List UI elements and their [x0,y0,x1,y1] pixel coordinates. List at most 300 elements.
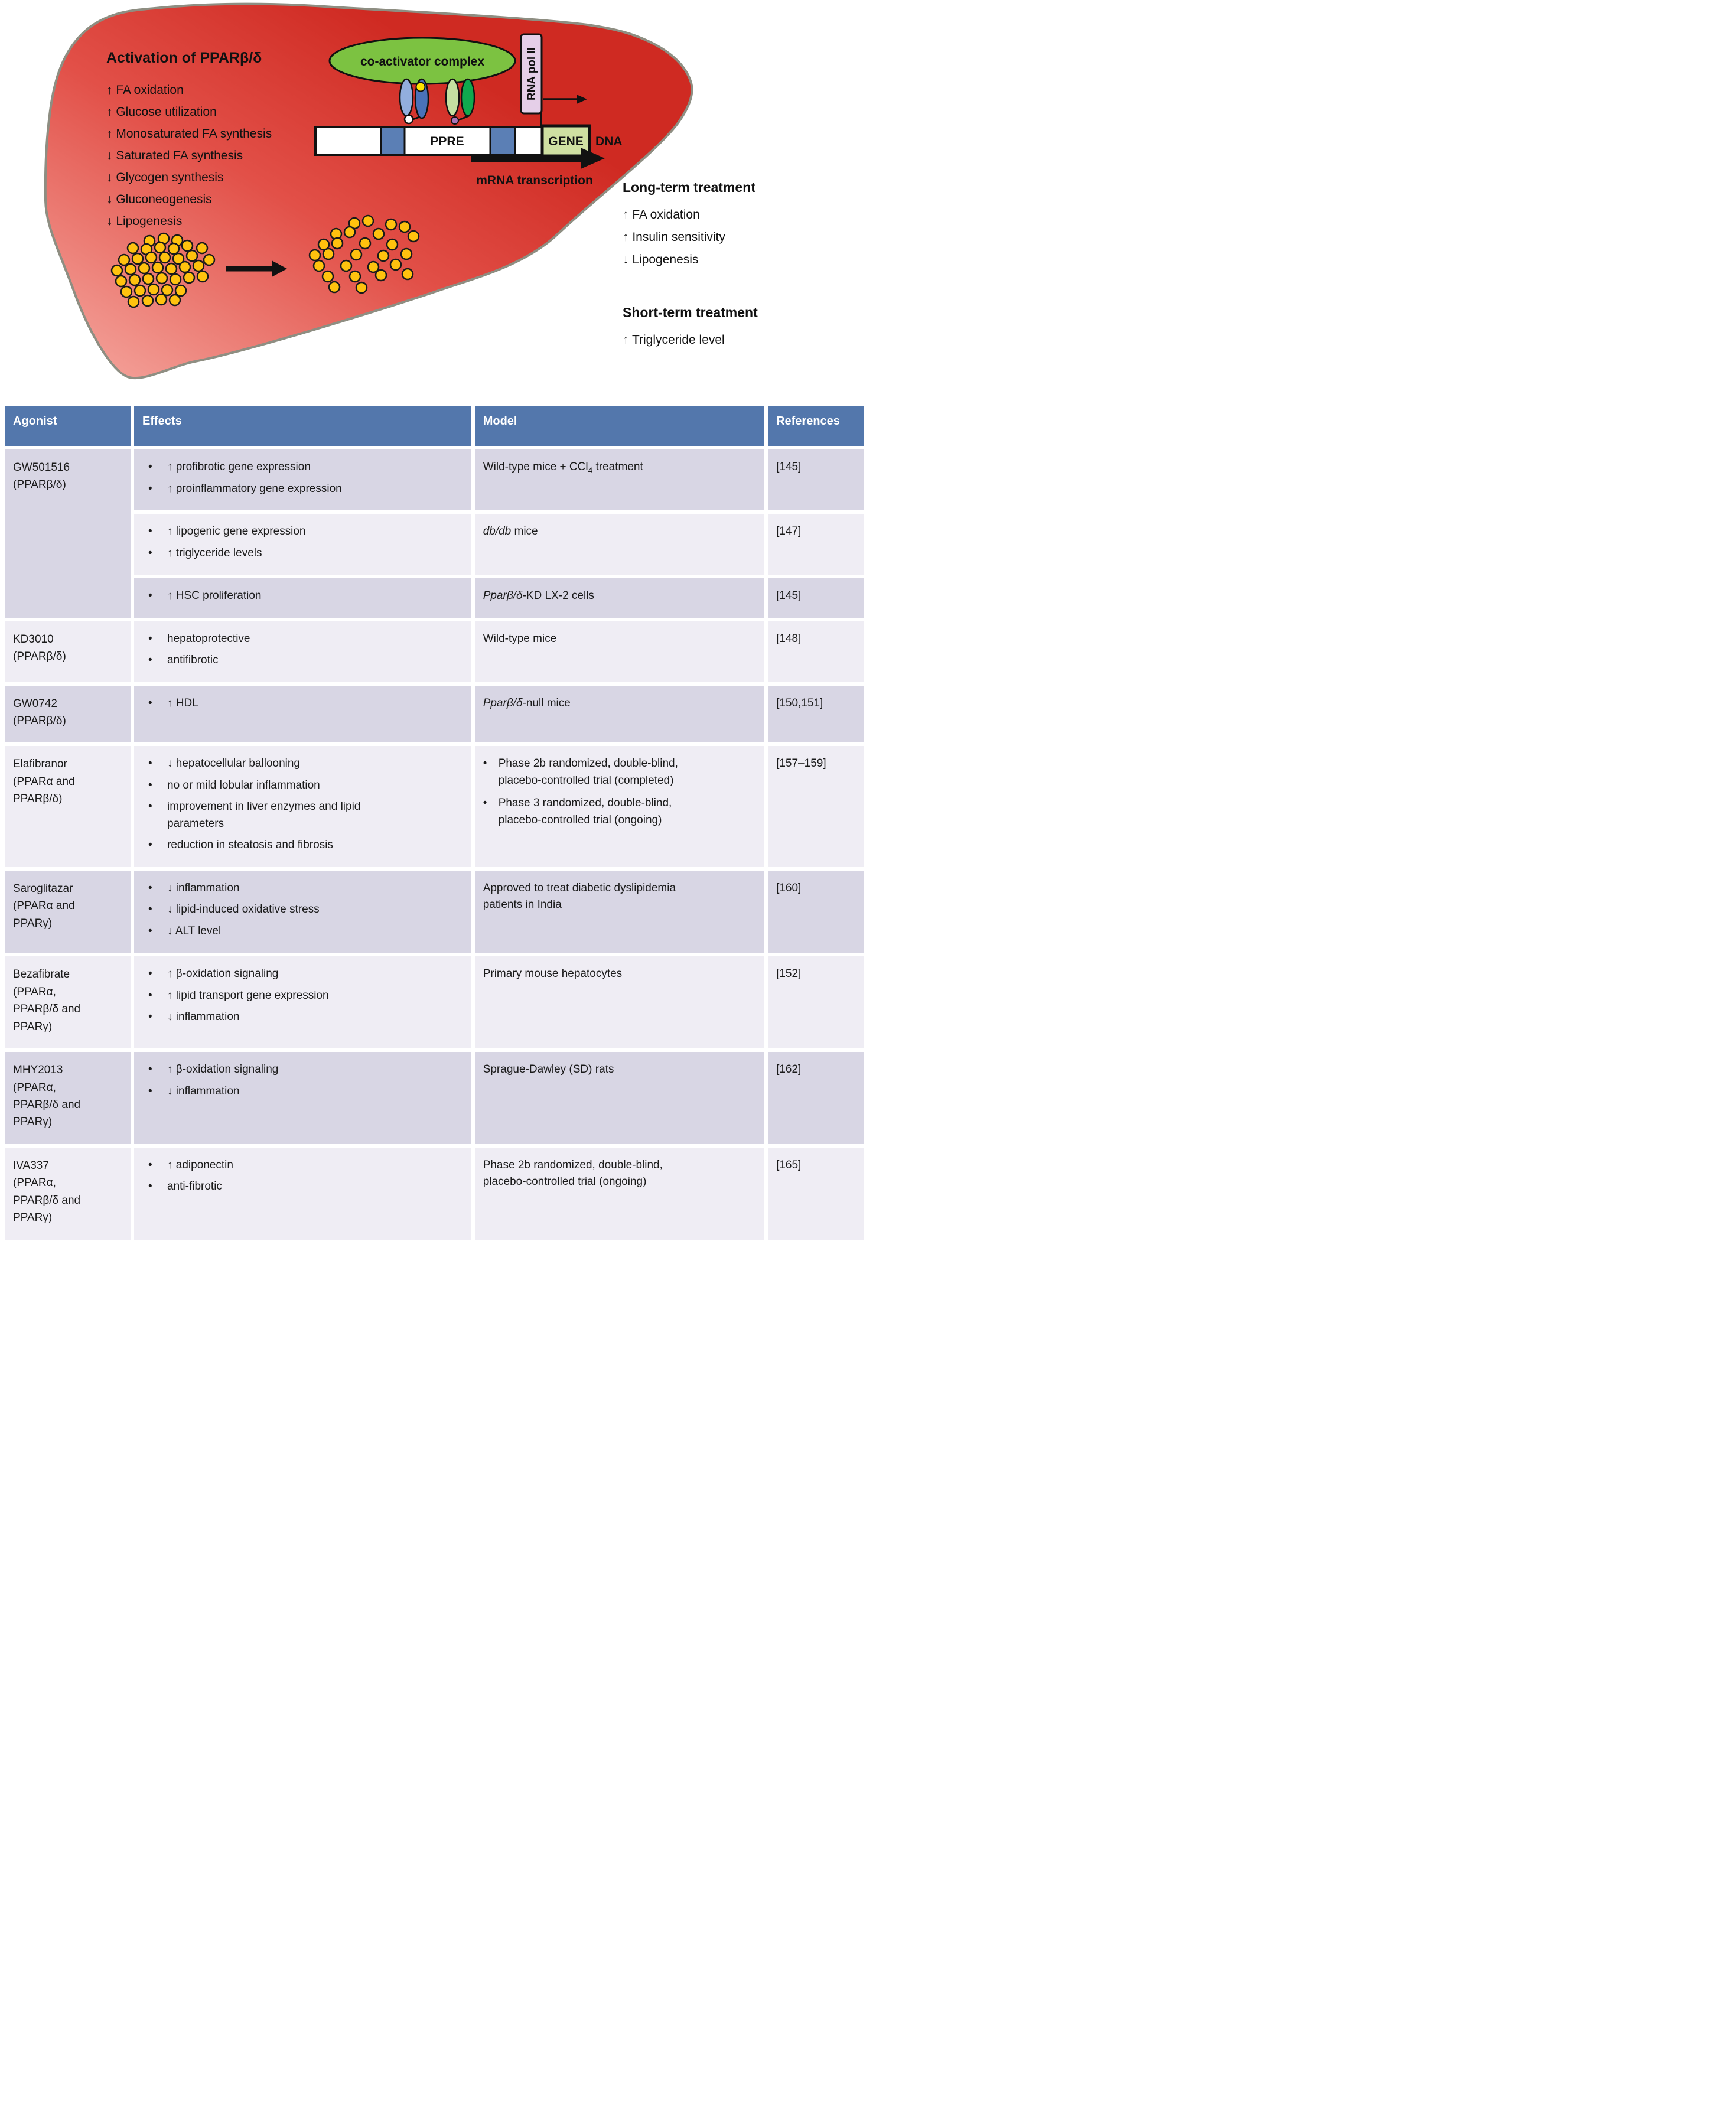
model-text [483,1157,702,1191]
effect-text: ↓ inflammation [167,1011,240,1024]
effect-item [142,523,463,540]
model-item [483,459,756,477]
effect-text: ↑ β-oxidation signaling [167,967,279,980]
bullet-icon: • [148,881,152,894]
model-item [483,1157,756,1191]
reference-value: [162] [776,1063,802,1076]
bullet-icon: • [148,1180,152,1193]
lipid-droplet [116,276,126,286]
effect-text: improvement in liver enzymes and lipid parameters [167,800,361,830]
model-segment: Wild-type mice [483,632,557,645]
bullet-icon: • [148,1011,152,1024]
activation-effect-item: ↓ Lipogenesis [106,214,183,228]
effect-item [142,755,463,773]
ppre-label: PPRE [430,135,464,148]
effects-cell [132,744,473,869]
effect-text: ↑ HSC proliferation [167,589,262,602]
effect-item [142,481,463,498]
activation-effect-item: ↓ Saturated FA synthesis [106,149,243,162]
effect-text: reduction in steatosis and fibrosis [167,839,333,852]
table-row [3,954,865,1050]
model-cell [473,744,766,869]
effect-item [142,988,463,1005]
lipid-droplet [323,271,333,282]
agonist-line: PPARβ/δ and [13,1003,81,1016]
agonist-line: (PPARα, [13,985,56,998]
model-cell [473,954,766,1050]
effects-list [142,1061,463,1100]
activation-effect-item: ↑ FA oxidation [106,83,184,97]
lipid-droplet [119,255,129,265]
effect-item [142,459,463,476]
reference-value: [148] [776,632,802,645]
model-text [483,523,538,540]
effect-item [142,1178,463,1195]
lipid-droplet [373,229,384,239]
model-text [483,631,557,648]
reference-cell [766,1146,865,1242]
effect-item [142,1061,463,1079]
model-cell [473,620,766,684]
effect-item [142,631,463,648]
lipid-droplet [128,243,138,253]
lipid-droplet [182,240,193,251]
lipid-droplet [386,219,396,230]
model-cell [473,1146,766,1242]
activation-effect-list [106,79,272,232]
bullet-icon: • [148,632,152,645]
lipid-droplet [314,260,324,271]
effect-text: ↑ β-oxidation signaling [167,1063,279,1076]
effect-text: no or mild lobular inflammation [167,778,320,791]
lipid-droplet [360,238,370,249]
lipid-droplet [157,273,167,284]
effect-text: anti-fibrotic [167,1180,222,1193]
model-segment: -KD LX-2 cells [522,589,594,602]
gene-label: GENE [548,135,584,148]
bullet-icon: • [148,757,152,770]
effect-text: ↓ hepatocellular ballooning [167,757,300,770]
effect-item [142,966,463,983]
model-bullet-item [483,755,756,789]
lipid-droplet [162,285,172,295]
model-item [483,1061,756,1079]
agonist-name [13,755,122,807]
lipid-droplet [378,250,389,261]
bullet-icon: • [148,839,152,852]
lipid-droplet [376,270,386,281]
bullet-icon: • [483,757,487,770]
effect-text: ↑ HDL [167,696,198,709]
bullet-icon: • [148,696,152,709]
effect-text: ↑ lipid transport gene expression [167,989,329,1002]
model-item [483,588,756,605]
agonist-line: Bezafibrate [13,968,70,981]
agonist-name [13,631,122,666]
agonist-line: PPARγ) [13,1116,53,1129]
model-text [483,459,643,477]
effects-list [142,966,463,1026]
effect-text: ↓ inflammation [167,1084,240,1097]
effect-text: antifibrotic [167,654,219,666]
lipid-droplet [156,294,167,305]
effect-text: ↑ proinflammatory gene expression [167,482,342,495]
lipid-droplet [142,295,153,306]
reference-cell [766,744,865,869]
dna-label: DNA [595,135,623,148]
model-segment: db/db [483,525,512,537]
effect-text: ↓ lipid-induced oxidative stress [167,903,320,916]
agonist-line: PPARβ/δ and [13,1194,81,1207]
lipid-droplet [146,252,157,263]
lipid-droplet [129,275,140,285]
effect-item [142,880,463,897]
lipid-droplet [143,273,154,284]
reference-cell [766,684,865,745]
effects-list [142,588,463,605]
effect-text: ↑ triglyceride levels [167,546,262,559]
agonist-table-wrap [3,405,865,1242]
short-term-block [623,305,758,351]
short-term-item: ↑ Triglyceride level [623,333,725,347]
agonist-line: GW501516 [13,461,70,474]
liver-pathway-figure [0,0,868,399]
table-row [3,620,865,684]
bullet-icon: • [148,924,152,937]
model-text [483,695,571,712]
lipid-droplet [170,274,181,285]
effect-item [142,837,463,854]
reference-cell [766,448,865,512]
model-text [483,1061,614,1079]
lipid-droplet [168,243,179,254]
agonist-name [13,695,122,730]
table-header-row [3,405,865,448]
agonist-line: Saroglitazar [13,882,73,895]
agonist-line: PPARγ) [13,1020,53,1033]
model-cell [473,684,766,745]
agonist-cell [3,869,132,955]
agonist-line: PPARγ) [13,1211,53,1224]
header-agonist: Agonist [3,405,132,448]
effect-item [142,695,463,712]
effects-cell [132,512,473,576]
lipid-droplet [356,282,367,293]
table-row [3,744,865,869]
effect-item [142,923,463,940]
lipid-droplet [155,242,165,253]
lipid-droplet [363,216,373,226]
lipid-droplet [187,250,197,261]
model-item [483,523,756,540]
effect-text: ↓ inflammation [167,881,240,894]
lipid-droplet [402,269,413,279]
dna-bar [315,126,623,156]
agonist-name [13,880,122,932]
bullet-icon: • [148,1084,152,1097]
effect-text: ↑ adiponectin [167,1158,233,1171]
model-segment: Phase 2b randomized, double-blind, placebo-controlled trial (ongoing) [483,1158,663,1188]
agonist-cell [3,744,132,869]
reference-value: [152] [776,967,802,980]
long-term-item: ↑ Insulin sensitivity [623,230,725,244]
lipid-droplet [341,260,351,271]
agonist-line: PPARβ/δ) [13,793,63,806]
model-text [483,966,623,983]
table-row [3,576,865,620]
agonist-line: (PPARα and [13,900,75,913]
bullet-icon: • [148,461,152,473]
short-term-list [623,329,758,351]
bullet-icon: • [148,546,152,559]
agonist-line: PPARγ) [13,917,53,930]
reference-value: [165] [776,1158,802,1171]
lipid-droplet [323,249,334,259]
model-cell [473,512,766,576]
lipid-droplet [332,238,343,249]
effects-cell [132,1050,473,1146]
lipid-droplet [408,231,419,242]
model-text [499,795,702,829]
agonist-line: (PPARα, [13,1177,56,1190]
effects-cell [132,684,473,745]
long-term-item: ↑ FA oxidation [623,208,700,221]
agonist-line: (PPARβ/δ) [13,650,66,663]
bullet-icon: • [148,482,152,495]
model-segment: 4 [588,465,593,475]
model-item [483,695,756,712]
effects-list [142,523,463,562]
effects-list [142,695,463,712]
model-segment: Primary mouse hepatocytes [483,967,623,980]
long-term-list [623,204,755,271]
bullet-icon: • [148,654,152,666]
model-item [483,880,756,914]
model-segment: Sprague-Dawley (SD) rats [483,1063,614,1076]
activation-effect-item: ↓ Glycogen synthesis [106,171,224,184]
lipid-droplet [310,250,320,260]
model-cell [473,869,766,955]
agonist-line: Elafibranor [13,758,67,771]
bullet-icon: • [148,525,152,537]
model-cell [473,448,766,512]
effect-text: ↑ profibrotic gene expression [167,461,311,473]
agonist-line: IVA337 [13,1159,49,1172]
lipid-droplet [166,263,177,274]
long-term-title: Long-term treatment [623,180,755,195]
effect-item [142,588,463,605]
long-term-block [623,180,755,271]
model-segment: Pparβ/δ [483,696,523,709]
model-cell [473,1050,766,1146]
effect-item [142,799,463,832]
agonist-line: (PPARα and [13,775,75,788]
lipid-droplet [204,255,214,265]
model-bullet-item [483,795,756,829]
model-segment: mice [511,525,538,537]
agonist-line: KD3010 [13,633,54,646]
lipid-droplet [170,295,180,305]
page-root [0,0,868,1242]
activation-effect-item: ↑ Glucose utilization [106,105,217,119]
bullet-icon: • [483,797,487,810]
lipid-droplet [401,249,412,259]
lipid-droplet [121,286,132,297]
agonist-line: (PPARβ/δ) [13,714,66,727]
effect-item [142,1083,463,1100]
agonist-name [13,966,122,1035]
lipid-droplet [197,271,208,282]
model-item [483,966,756,983]
model-segment: -null mice [522,696,571,709]
model-segment: Phase 2b randomized, double-blind, placebo-controlled trial (completed) [498,757,678,787]
lipid-droplet [159,252,170,263]
lipid-droplet [399,221,410,232]
long-term-item: ↓ Lipogenesis [623,253,699,266]
model-segment: treatment [592,461,643,473]
lipid-droplet [175,285,186,296]
agonist-cell [3,620,132,684]
lipid-droplet [351,249,361,260]
reference-value: [145] [776,589,802,602]
reference-value: [157–159] [776,757,826,770]
effect-text: ↑ lipogenic gene expression [167,525,306,537]
model-cell [473,576,766,620]
lipid-droplet [329,282,340,292]
table-row [3,1050,865,1146]
lipid-droplet [197,243,207,253]
effects-list [142,755,463,854]
bullet-icon: • [148,989,152,1002]
agonist-cell [3,1050,132,1146]
effect-item [142,652,463,669]
effect-item [142,777,463,794]
effects-list [142,459,463,497]
reference-cell [766,869,865,955]
bullet-icon: • [148,800,152,813]
lipid-droplet [180,262,190,272]
reference-value: [160] [776,881,802,894]
agonist-line: (PPARβ/δ) [13,478,66,491]
effects-cell [132,576,473,620]
table-row [3,512,865,576]
ligand-dot [416,83,425,92]
dna-anchor-purple [451,117,458,124]
lipid-droplet [193,260,204,271]
dna-blue-segment [490,127,515,155]
model-text [483,588,594,605]
agonist-line: (PPARα, [13,1081,56,1094]
lipid-droplet [152,262,163,273]
oval-green [461,79,474,116]
model-segment: Wild-type mice + CCl [483,461,588,473]
reference-cell [766,620,865,684]
lipid-droplet [148,284,159,295]
agonist-cell [3,684,132,745]
agonist-line: PPARβ/δ and [13,1099,81,1111]
effects-cell [132,954,473,1050]
table-row [3,1146,865,1242]
lipid-droplet [344,227,355,237]
bullet-icon: • [148,967,152,980]
lipid-droplet [184,272,194,283]
coactivator-label: co-activator complex [360,55,485,69]
table-row [3,869,865,955]
effects-list [142,1157,463,1195]
dna-anchor-ring [405,115,413,123]
short-term-title: Short-term treatment [623,305,758,320]
activation-effect-item: ↓ Gluconeogenesis [106,193,212,206]
agonist-name [13,1157,122,1227]
agonist-line: MHY2013 [13,1064,63,1077]
agonist-cell [3,954,132,1050]
effect-item [142,901,463,918]
reference-cell [766,1050,865,1146]
activation-title: Activation of PPARβ/δ [106,50,262,66]
bullet-icon: • [148,1158,152,1171]
effects-cell [132,869,473,955]
agonist-name [13,459,122,494]
effect-item [142,545,463,562]
lipid-droplet [132,253,143,264]
reference-cell [766,954,865,1050]
header-model: Model [473,405,766,448]
reference-value: [150,151] [776,696,823,709]
effect-text: hepatoprotective [167,632,250,645]
effects-cell [132,1146,473,1242]
effects-list [142,631,463,669]
lipid-droplet [139,263,149,273]
effect-item [142,1157,463,1174]
model-item [483,631,756,648]
model-text [483,880,702,914]
table-row [3,448,865,512]
agonist-cell [3,448,132,620]
agonist-cell [3,1146,132,1242]
mrna-label: mRNA transcription [476,174,593,187]
model-segment: Approved to treat diabetic dyslipidemia patients in India [483,881,676,911]
header-references: References [766,405,865,448]
agonist-name [13,1061,122,1131]
effects-cell [132,448,473,512]
lipid-droplet [112,265,122,276]
bullet-icon: • [148,903,152,916]
bullet-icon: • [148,589,152,602]
lipid-droplet [387,239,398,250]
effects-cell [132,620,473,684]
effect-item [142,1009,463,1026]
reference-cell [766,512,865,576]
agonist-line: GW0742 [13,697,57,710]
header-effects: Effects [132,405,473,448]
reference-cell [766,576,865,620]
agonist-table [3,405,865,1242]
reference-value: [145] [776,461,802,473]
reference-value: [147] [776,525,802,537]
oval-lightblue [400,79,413,116]
model-text [499,755,702,789]
model-segment: Pparβ/δ [483,589,523,602]
bullet-icon: • [148,1063,152,1076]
table-row [3,684,865,745]
model-segment: Phase 3 randomized, double-blind, placebo-controlled trial (ongoing) [498,797,672,826]
activation-effect-item: ↑ Monosaturated FA synthesis [106,127,272,141]
bullet-icon: • [148,778,152,791]
dna-blue-segment [381,127,405,155]
lipid-droplet [390,259,401,270]
rna-pol-label: RNA pol II [526,47,538,101]
effects-list [142,880,463,940]
